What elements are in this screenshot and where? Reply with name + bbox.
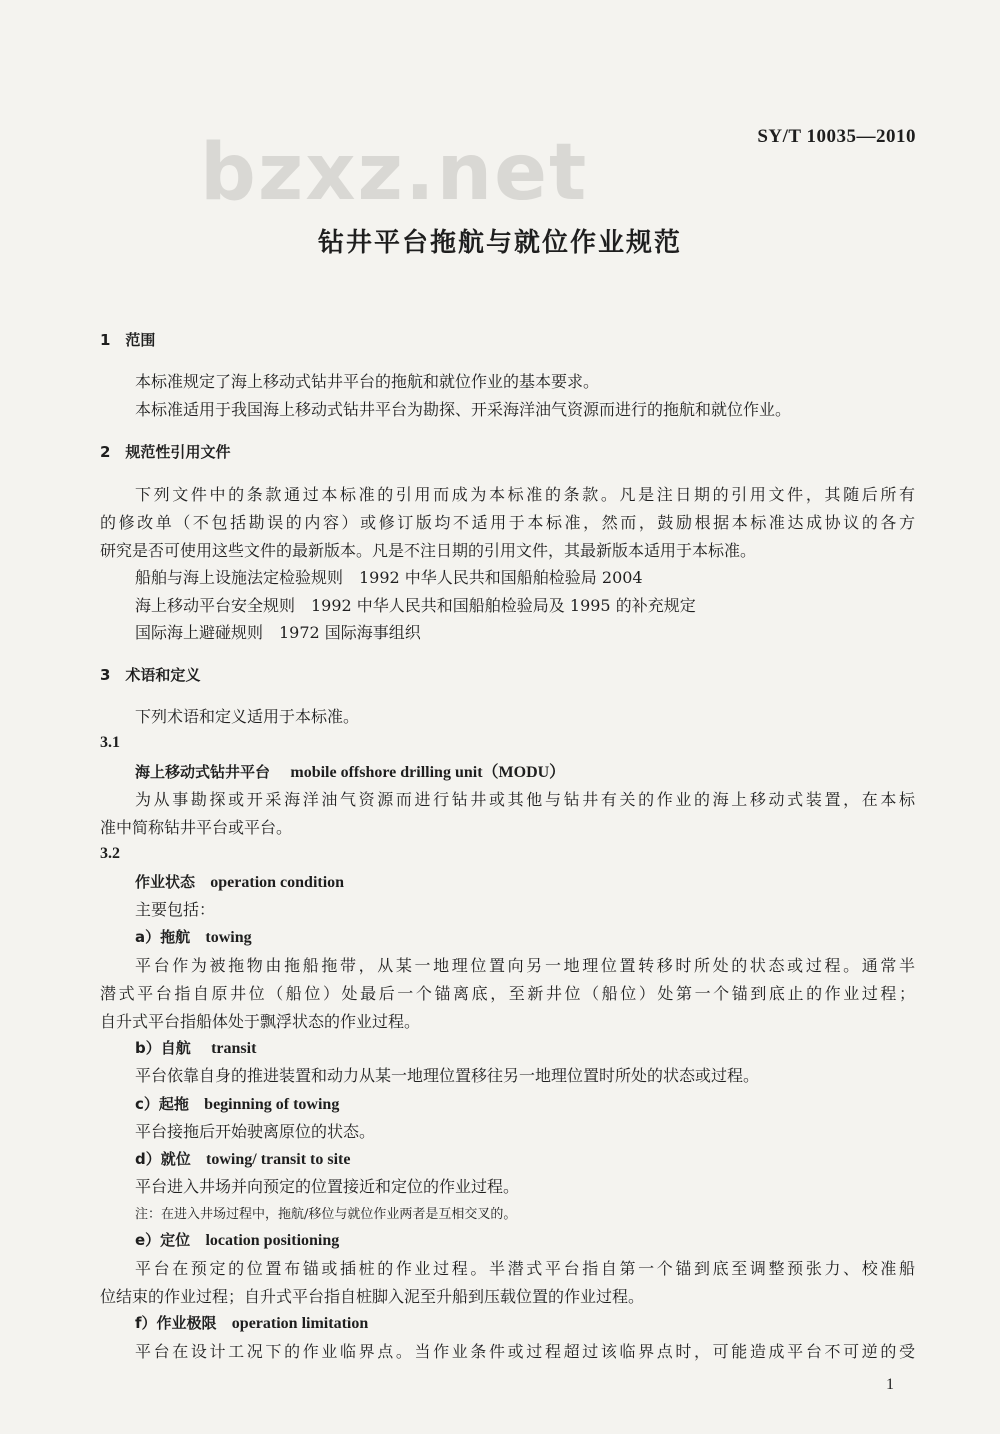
term-3-2-en: operation condition xyxy=(210,874,345,891)
section-2-line-1: 下列文件中的条款通过本标准的引用而成为本标准的条款。凡是注日期的引用文件，其随后所有 xyxy=(135,485,915,504)
clause-3-1-number: 3.1 xyxy=(100,734,120,751)
item-e-line-2: 位结束的作业过程；自升式平台指自桩脚入泥至升船到压载位置的作业过程。 xyxy=(100,1287,645,1306)
item-c-en: beginning of towing xyxy=(204,1096,340,1113)
item-d-line-1: 平台进入井场并向预定的位置接近和定位的作业过程。 xyxy=(135,1177,520,1196)
main-includes: 主要包括： xyxy=(135,900,216,919)
item-a-line-3: 自升式平台指船体处于飘浮状态的作业过程。 xyxy=(100,1012,421,1031)
item-a-line-1: 平台作为被拖物由拖船拖带，从某一地理位置向另一地理位置转移时所处的状态或过程。通常半 xyxy=(135,956,915,975)
item-f-en: operation limitation xyxy=(231,1315,369,1332)
section-3-intro: 下列术语和定义适用于本标准。 xyxy=(135,707,360,726)
item-f-line-1: 平台在设计工况下的作业临界点。当作业条件或过程超过该临界点时，可能造成平台不可逆的受 xyxy=(135,1342,915,1361)
item-e-en: location positioning xyxy=(205,1232,340,1249)
item-a-en: towing xyxy=(205,929,252,946)
item-b-heading xyxy=(135,1038,256,1059)
item-f-heading xyxy=(135,1313,368,1334)
item-e-heading xyxy=(135,1230,339,1251)
term-3-1 xyxy=(135,762,565,783)
section-1-paragraph-1: 本标准规定了海上移动式钻井平台的拖航和就位作业的基本要求。 xyxy=(135,372,600,391)
item-d-cn: d）就位 xyxy=(135,1150,191,1168)
item-d-heading xyxy=(135,1149,350,1170)
item-c-cn: c）起拖 xyxy=(135,1095,189,1113)
page-number: 1 xyxy=(886,1376,894,1393)
section-1-paragraph-2: 本标准适用于我国海上移动式钻井平台为勘探、开采海洋油气资源而进行的拖航和就位作业。 xyxy=(135,400,792,419)
term-3-1-cn: 海上移动式钻井平台 xyxy=(135,763,271,781)
document-title: 钻井平台拖航与就位作业规范 xyxy=(317,228,682,258)
item-a-heading xyxy=(135,927,252,948)
term-3-2-cn: 作业状态 xyxy=(135,873,196,891)
term-3-1-en: mobile offshore drilling unit（MODU） xyxy=(290,764,566,781)
section-1-heading: 1 范围 xyxy=(100,331,156,349)
definition-3-1-line-2: 准中简称钻井平台或平台。 xyxy=(100,818,293,837)
item-b-en: transit xyxy=(211,1040,257,1057)
reference-1: 船舶与海上设施法定检验规则 1992 中华人民共和国船舶检验局 2004 xyxy=(135,568,643,587)
reference-2: 海上移动平台安全规则 1992 中华人民共和国船舶检验局及 1995 的补充规定 xyxy=(135,596,696,615)
term-3-2 xyxy=(135,872,344,893)
standard-number: SY/T 10035—2010 xyxy=(757,126,916,147)
item-d-en: towing/ transit to site xyxy=(206,1151,351,1168)
item-a-line-2: 潜式平台指自原井位（船位）处最后一个锚离底，至新井位（船位）处第一个锚到底止的作业过程； xyxy=(100,984,915,1003)
item-c-line-1: 平台接拖后开始驶离原位的状态。 xyxy=(135,1122,376,1141)
section-2-line-2: 的修改单（不包括勘误的内容）或修订版均不适用于本标准，然而，鼓励根据本标准达成协议的各方 xyxy=(100,513,915,532)
watermark: bzxz.net xyxy=(200,128,589,218)
item-e-line-1: 平台在预定的位置布锚或插桩的作业过程。半潜式平台指自第一个锚到底至调整预张力、校准船 xyxy=(135,1259,915,1278)
section-2-line-3: 研究是否可使用这些文件的最新版本。凡是不注日期的引用文件，其最新版本适用于本标准。 xyxy=(100,541,757,560)
section-3-heading: 3 术语和定义 xyxy=(100,666,201,684)
item-a-cn: a）拖航 xyxy=(135,928,191,946)
definition-3-1-line-1: 为从事勘探或开采海洋油气资源而进行钻井或其他与钻井有关的作业的海上移动式装置，在本标 xyxy=(135,790,915,809)
item-c-heading xyxy=(135,1094,339,1115)
item-e-cn: e）定位 xyxy=(135,1231,191,1249)
item-d-note: 注：在进入井场过程中，拖航/移位与就位作业两者是互相交叉的。 xyxy=(135,1207,517,1222)
item-b-line-1: 平台依靠自身的推进装置和动力从某一地理位置移往另一地理位置时所处的状态或过程。 xyxy=(135,1066,760,1085)
section-2-heading: 2 规范性引用文件 xyxy=(100,443,231,461)
item-f-cn: f）作业极限 xyxy=(135,1314,217,1332)
item-b-cn: b）自航 xyxy=(135,1039,191,1057)
clause-3-2-number: 3.2 xyxy=(100,845,120,862)
reference-3: 国际海上避碰规则 1972 国际海事组织 xyxy=(135,623,421,642)
